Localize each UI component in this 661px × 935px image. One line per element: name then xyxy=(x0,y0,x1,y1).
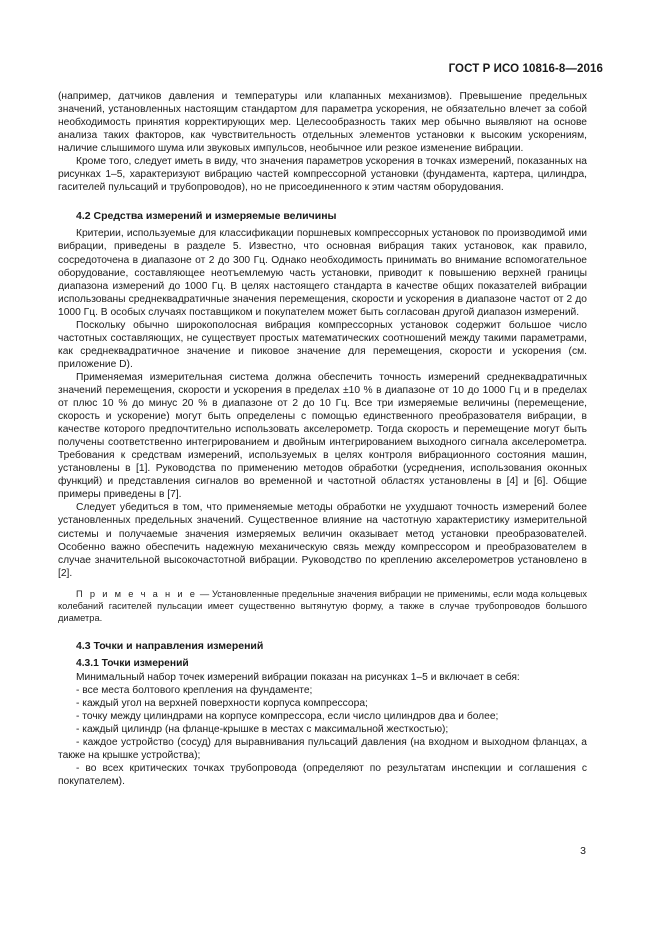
list-item: - во всех критических точках трубопровода (определяют по результатам инспекции и соглашения с покупателем). xyxy=(58,763,587,788)
list-item: - каждый цилиндр (на фланце-крышке в местах с максимальной жесткостью); xyxy=(76,723,449,735)
note-text: — Установленные предельные значения вибрации не применимы, если мода кольцевых колебаний гасителей пульсации имеет существенно вытянутую форму, а также в случае трубопроводов большого диаметра. xyxy=(58,588,587,623)
list-item: - все места болтового крепления на фундаменте; xyxy=(76,684,313,696)
document-header: ГОСТ Р ИСО 10816-8—2016 xyxy=(448,63,603,75)
section-4-3-1-heading: 4.3.1 Точки измерений xyxy=(76,657,189,669)
list-item: - точку между цилиндрами на корпусе компрессора, если число цилиндров два и более; xyxy=(76,710,499,722)
section-4-2-paragraph-1: Критерии, используемые для классификации поршневых компрессорных установок по производимой ими вибрации, приведены в разделе 5. Известно, что основная вибрация таких установок, как правило, сосредоточена в диапазоне от 2 до 300 Гц. Однако необходимость принимать во внимание вспомогательное оборудование, составляющее неотъемлемую часть установки, приводит к повышению верхней границы диапазона измерений до 1000 Гц. В целях настоящего стандарта в качестве общих показателей вибрации использованы среднеквадратичные значения перемещения, скорости и ускорения в диапазоне частот от 2 до 1000 Гц. В особых случаях поставщиком и покупателем может быть согласован другой диапазон измерений. xyxy=(58,228,587,318)
section-4-2-note xyxy=(58,588,587,624)
section-4-2-paragraph-4: Следует убедиться в том, что применяемые методы обработки не ухудшают точность измерений более установленных предельных значений. Существенное влияние на частотную характеристику измерительной системы и получаемые значения измеряемых величин оказывает метод установки преобразователей. Особенно важно обеспечить надежную механическую связь между компрессором и преобразователем в случае значительной высокочастотной вибрации. Руководство по креплению акселерометров установлено в [2]. xyxy=(58,502,587,579)
page-number: 3 xyxy=(580,845,586,857)
section-4-2-paragraph-2: Поскольку обычно широкополосная вибрация компрессорных установок содержит большое число частотных составляющих, не существует простых математических соотношений между такими параметрами, как среднеквадратичное значение и пиковое значение для перемещения, скорости и ускорения (см. приложение D). xyxy=(58,319,587,370)
page-body xyxy=(58,90,587,788)
paragraph-intro: (например, датчиков давления и температуры или клапанных механизмов). Превышение предельных значений, установленных настоящим стандартом для параметра ускорения, не обязательно влечет за собой необходимость принятия корректирующих мер. Целесообразность таких мер обычно выявляют на основе анализа таких факторов, как чувствительность отдельных элементов установки к высоким ускорениям, наличие слышимого шума или звуковых импульсов, необычное или резкое изменение вибрации. xyxy=(58,91,587,155)
section-4-3-heading: 4.3 Точки и направления измерений xyxy=(76,639,264,652)
section-4-2-paragraph-3: Применяемая измерительная система должна обеспечить точность измерений среднеквадратичных значений перемещения, скорости и ускорения в пределах ±10 % в диапазоне от 10 до 1000 Гц и в пределах от плюс 10 % до минус 20 % в диапазоне от 2 до 10 Гц. Все три измеряемые величины (перемещение, скорость и ускорение) могут быть определены с помощью единственного преобразователя вибрации, в качестве которого предпочтительно использовать акселерометр. Тогда скорость и перемещение могут быть получены соответственно интегрированием и двойным интегрированием выходного сигнала акселерометра. Требования к средствам измерений, используемых в целях контроля вибрационного состояния машин, установлены в [1]. Руководства по применению методов обработки (усреднения, использования оконных функций) и представления сигналов во временной и частотной областях установлены в [4] и [6]. Общие примеры приведены в [7]. xyxy=(58,371,587,501)
list-item: - каждый угол на верхней поверхности корпуса компрессора; xyxy=(76,697,368,709)
paragraph-acceleration-points: Кроме того, следует иметь в виду, что значения параметров ускорения в точках измерений, показанных на рисунках 1–5, характеризуют вибрацию частей компрессорной установки (фундамента, картера, цилиндра, гасителей пульсаций и трубопроводов), но не присоединенного к этим частям оборудования. xyxy=(58,156,587,194)
section-4-3-1-intro: Минимальный набор точек измерений вибрации показан на рисунках 1–5 и включает в себя: xyxy=(76,671,520,683)
note-label: П р и м е ч а н и е xyxy=(76,588,198,599)
section-4-2-heading: 4.2 Средства измерений и измеряемые величины xyxy=(76,210,337,223)
list-item: - каждое устройство (сосуд) для выравнивания пульсаций давления (на входном и выходном фланцах, а также на крышке устройства); xyxy=(58,737,587,762)
